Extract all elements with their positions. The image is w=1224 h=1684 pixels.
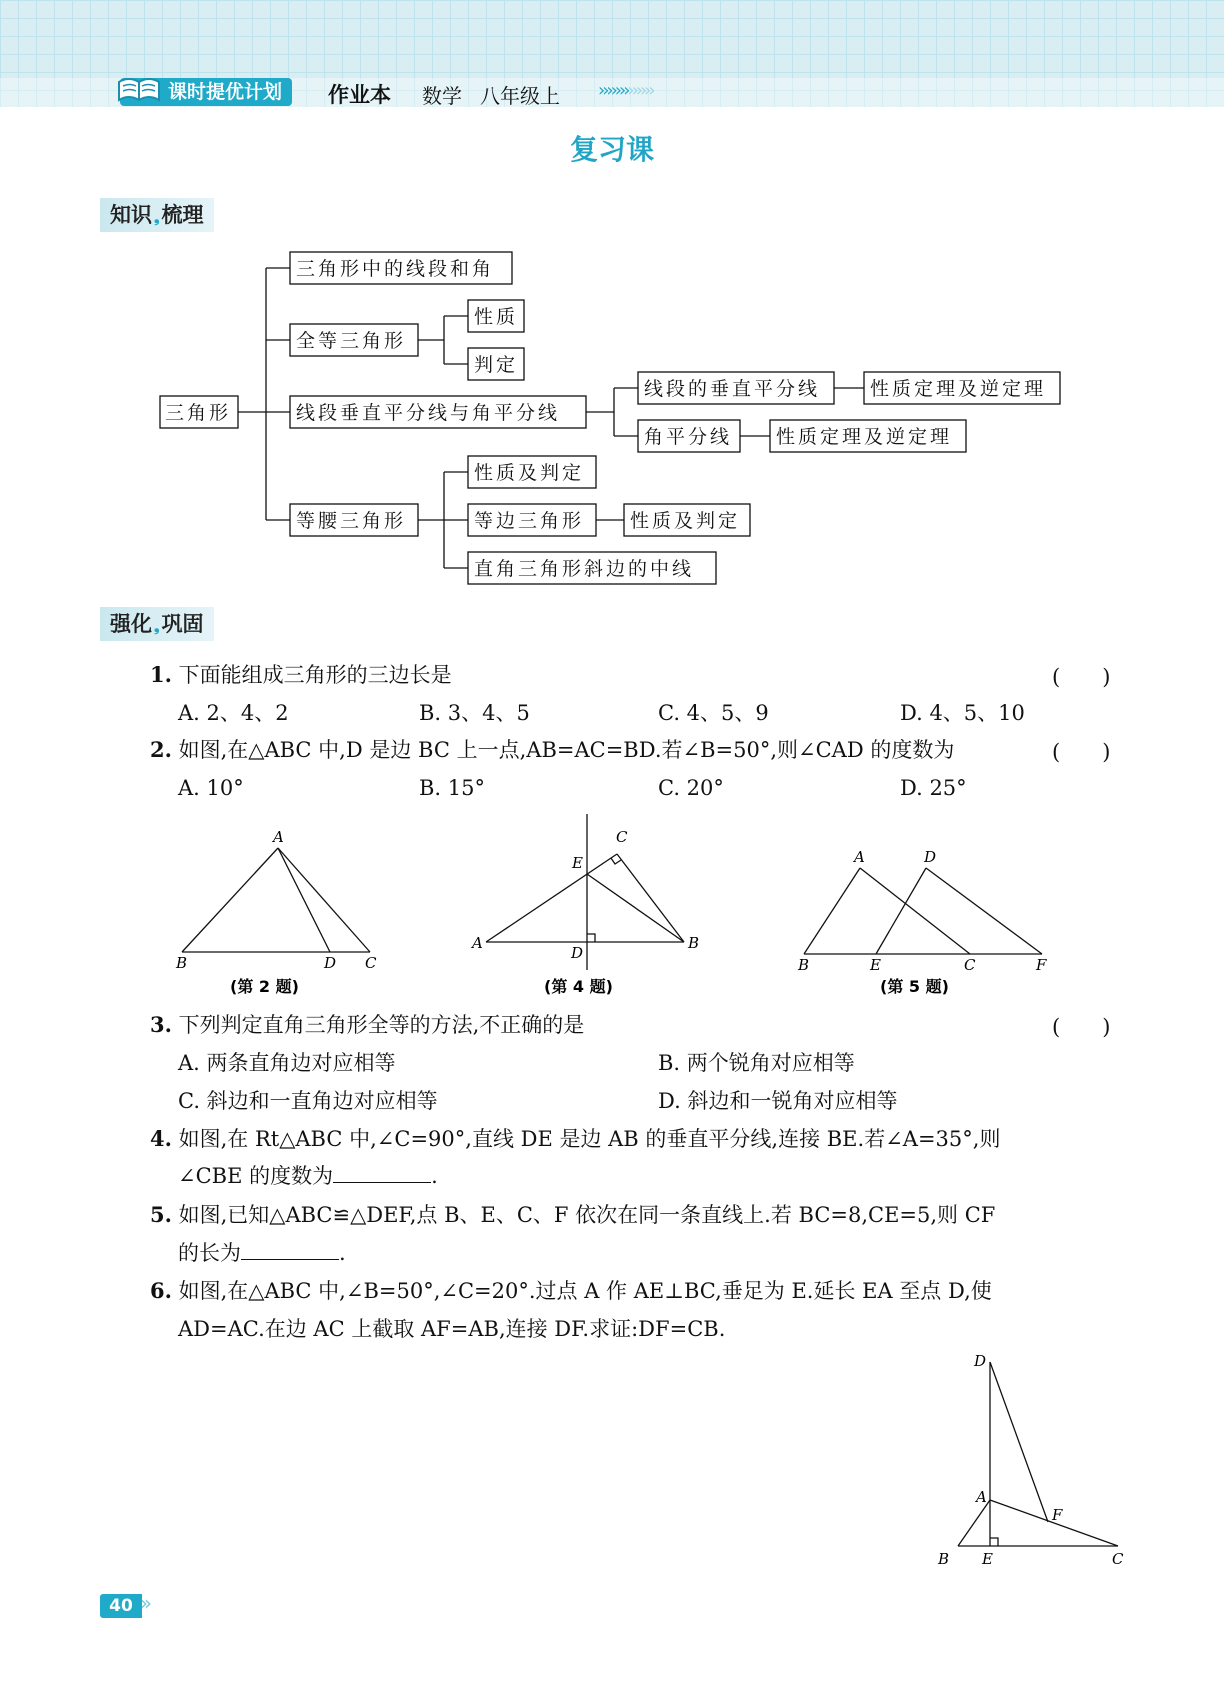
section-practice-left: 强化 (110, 612, 152, 636)
tree-text-equilateral: 等边三角形 (474, 510, 585, 532)
section-knowledge-left: 知识 (110, 203, 152, 227)
fig5-label-a: A (854, 848, 865, 866)
q3-option-c[interactable]: C. 斜边和一直角边对应相等 (178, 1089, 438, 1113)
fig5-label-f: F (1036, 956, 1047, 974)
page-title: 复习课 (569, 133, 654, 166)
q3-option-b[interactable]: B. 两个锐角对应相等 (658, 1051, 855, 1075)
fig4-label-c: C (616, 828, 628, 846)
question-5-text: 如图,已知△ABC≌△DEF,点 B、E、C、F 依次在同一条直线上.若 BC=8,CE=5,则 CF (178, 1203, 996, 1227)
tree-text-congruent-property: 性质 (474, 306, 519, 328)
fig4-caption: (第 4 题) (544, 977, 613, 996)
question-1-stem (150, 661, 452, 689)
header-subject: 数学 (422, 84, 462, 108)
tree-text-root: 三角形 (165, 402, 232, 424)
question-4-answer-blank[interactable] (333, 1164, 431, 1183)
question-1-text: 下面能组成三角形的三边长是 (178, 663, 452, 687)
fig5-label-d: D (924, 848, 937, 866)
q1-option-d[interactable]: D. 4、5、10 (900, 701, 1025, 725)
question-5-number: 5. (150, 1202, 172, 1227)
fig4-label-a: A (472, 934, 483, 952)
fig5-label-e: E (870, 956, 881, 974)
question-6-number: 6. (150, 1278, 172, 1303)
tree-text-perp-bisector-theorem: 性质定理及逆定理 (870, 378, 1047, 400)
fig6-label-d: D (974, 1352, 987, 1370)
q2-option-d[interactable]: D. 25° (900, 776, 967, 800)
question-1-number: 1. (150, 662, 172, 687)
question-4-text-2: ∠CBE 的度数为 (178, 1164, 334, 1188)
figure-question-2 (160, 812, 390, 996)
q2-option-b[interactable]: B. 15° (419, 776, 486, 800)
question-4-text: 如图,在 Rt△ABC 中,∠C=90°,直线 DE 是边 AB 的垂直平分线,连接 BE.若∠A=35°,则 (178, 1127, 1001, 1151)
tree-text-perp-bisector: 线段的垂直平分线 (644, 378, 821, 400)
page-number-chevron-icon: ›› (140, 1591, 148, 1615)
fig6-label-a: A (976, 1488, 987, 1506)
header-grade: 八年级上 (480, 84, 560, 108)
question-4-line-1 (150, 1125, 1000, 1153)
section-practice-right: 巩固 (161, 612, 204, 636)
fig2-caption: (第 2 题) (230, 977, 299, 996)
question-3-text: 下列判定直角三角形全等的方法,不正确的是 (178, 1013, 585, 1037)
figure-question-6 (930, 1350, 1130, 1570)
page-number: 40 (100, 1594, 142, 1618)
question-1-answer-paren[interactable]: ( ) (1052, 665, 1111, 689)
question-6-line-2: AD=AC.在边 AC 上截取 AF=AB,连接 DF.求证:DF=CB. (178, 1317, 726, 1341)
question-2-stem (150, 736, 954, 764)
section-knowledge-tag (100, 198, 214, 232)
fig2-label-b: B (176, 954, 188, 972)
question-5-answer-blank[interactable] (241, 1241, 339, 1260)
section-practice-tag (100, 607, 214, 641)
section-separator-icon: ❟ (154, 210, 160, 226)
fig6-label-f: F (1052, 1506, 1063, 1524)
q3-option-a[interactable]: A. 两条直角边对应相等 (178, 1051, 396, 1075)
tree-text-segments-angles: 三角形中的线段和角 (296, 258, 495, 280)
question-6-line-1 (150, 1277, 992, 1305)
question-3-answer-paren[interactable]: ( ) (1052, 1015, 1111, 1039)
q1-option-a[interactable]: A. 2、4、2 (178, 701, 289, 725)
question-6-text: 如图,在△ABC 中,∠B=50°,∠C=20°.过点 A 作 AE⊥BC,垂足为 E.延长 EA 至点 D,使 (178, 1279, 992, 1303)
knowledge-tree-diagram (0, 240, 1224, 600)
fig4-label-d: D (571, 944, 584, 962)
question-3-stem (150, 1011, 584, 1039)
fig5-caption: (第 5 题) (880, 977, 949, 996)
figure-question-4 (470, 812, 720, 996)
brand-tag: 课时提优计划 (120, 78, 292, 106)
tree-text-isosceles: 等腰三角形 (296, 510, 407, 532)
fig6-label-b: B (938, 1550, 950, 1568)
tree-text-angle-bisector-theorem: 性质定理及逆定理 (776, 426, 953, 448)
section-knowledge-right: 梳理 (161, 203, 204, 227)
tree-text-median-hypotenuse: 直角三角形斜边的中线 (474, 558, 695, 580)
fig4-label-e: E (572, 854, 583, 872)
section-separator-icon: ❟ (154, 619, 160, 635)
fig6-label-e: E (982, 1550, 993, 1568)
fig4-label-b: B (688, 934, 700, 952)
question-2-answer-paren[interactable]: ( ) (1052, 740, 1111, 764)
tree-text-congruent: 全等三角形 (296, 330, 407, 352)
tree-text-bisectors: 线段垂直平分线与角平分线 (296, 402, 561, 424)
fig6-label-c: C (1112, 1550, 1124, 1568)
q2-option-a[interactable]: A. 10° (178, 776, 244, 800)
q1-option-b[interactable]: B. 3、4、5 (419, 701, 530, 725)
figure-question-5 (790, 812, 1060, 996)
q1-option-c[interactable]: C. 4、5、9 (658, 701, 769, 725)
question-5-end: . (339, 1241, 346, 1265)
question-3-number: 3. (150, 1012, 172, 1037)
question-4-end: . (431, 1164, 438, 1188)
question-5-line-1 (150, 1201, 995, 1229)
fig2-label-a: A (273, 828, 284, 846)
q3-option-d[interactable]: D. 斜边和一锐角对应相等 (658, 1089, 898, 1113)
open-book-icon (116, 72, 162, 108)
question-4-number: 4. (150, 1126, 172, 1151)
tree-text-isosceles-props: 性质及判定 (474, 462, 585, 484)
header-workbook: 作业本 (328, 83, 391, 107)
question-2-number: 2. (150, 737, 172, 762)
question-5-line-2 (178, 1239, 346, 1267)
tree-text-congruent-judgement: 判定 (474, 354, 519, 376)
fig2-label-d: D (324, 954, 337, 972)
fig2-label-c: C (365, 954, 377, 972)
tree-text-equilateral-props: 性质及判定 (630, 510, 741, 532)
fig5-label-b: B (798, 956, 810, 974)
header-chevrons-icon: ››››››››››››› (598, 80, 653, 101)
question-5-text-2: 的长为 (178, 1241, 241, 1265)
tree-text-angle-bisector: 角平分线 (644, 426, 733, 448)
question-2-text: 如图,在△ABC 中,D 是边 BC 上一点,AB=AC=BD.若∠B=50°,则∠CAD 的度数为 (178, 738, 955, 762)
question-4-line-2 (178, 1162, 438, 1190)
q2-option-c[interactable]: C. 20° (658, 776, 724, 800)
fig5-label-c: C (964, 956, 976, 974)
